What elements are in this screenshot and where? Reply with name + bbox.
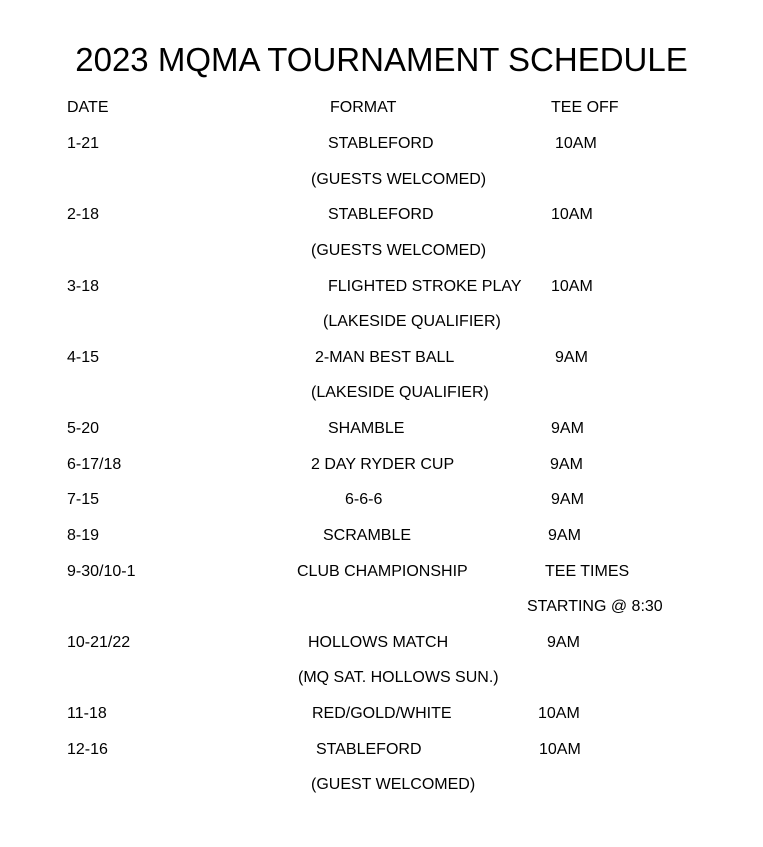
row-date: 12-16 <box>67 741 108 758</box>
row-tee-off: 9AM <box>555 349 588 366</box>
row-date: 11-18 <box>67 705 107 722</box>
row-date: 9-30/10-1 <box>67 563 136 580</box>
row-format: FLIGHTED STROKE PLAY <box>328 278 522 295</box>
row-format: 2 DAY RYDER CUP <box>311 456 455 473</box>
row-date: 8-19 <box>67 527 100 544</box>
row-tee-off: 9AM <box>547 634 580 651</box>
row-date: 5-20 <box>67 420 100 437</box>
row-tee-off: 9AM <box>548 527 581 544</box>
row-format: 6-6-6 <box>345 491 383 508</box>
row-tee-off: 10AM <box>538 705 580 722</box>
row-format: 2-MAN BEST BALL <box>315 349 455 366</box>
row-date: 7-15 <box>67 491 100 508</box>
row-date: 2-18 <box>67 206 100 223</box>
row-tee-off: 9AM <box>550 456 583 473</box>
row-note: (GUESTS WELCOMED) <box>311 242 487 259</box>
row-format: HOLLOWS MATCH <box>308 634 449 651</box>
header-tee-off: TEE OFF <box>551 99 619 116</box>
row-format: STABLEFORD <box>328 135 434 152</box>
row-date: 6-17/18 <box>67 456 122 473</box>
row-date: 10-21/22 <box>67 634 131 651</box>
row-format: STABLEFORD <box>316 741 422 758</box>
header-format: FORMAT <box>330 99 397 116</box>
row-tee-off: 10AM <box>555 135 597 152</box>
row-format: STABLEFORD <box>328 206 434 223</box>
row-format: RED/GOLD/WHITE <box>312 705 452 722</box>
row-note: (MQ SAT. HOLLOWS SUN.) <box>298 669 499 686</box>
row-note: (LAKESIDE QUALIFIER) <box>311 384 489 401</box>
row-tee-off: 9AM <box>551 420 584 437</box>
row-tee-off: 10AM <box>551 206 593 223</box>
row-tee-off: 9AM <box>551 491 584 508</box>
row-tee-off: 10AM <box>539 741 581 758</box>
row-format: SHAMBLE <box>328 420 405 437</box>
row-note: (LAKESIDE QUALIFIER) <box>323 313 501 330</box>
row-date: 3-18 <box>67 278 100 295</box>
row-note: (GUESTS WELCOMED) <box>311 171 487 188</box>
row-note: (GUEST WELCOMED) <box>311 776 476 793</box>
row-format: CLUB CHAMPIONSHIP <box>297 563 468 580</box>
row-tee-off: STARTING @ 8:30 <box>527 598 663 615</box>
row-date: 1-21 <box>67 135 100 152</box>
row-date: 4-15 <box>67 349 100 366</box>
page-title: 2023 MQMA TOURNAMENT SCHEDULE <box>75 41 688 78</box>
row-tee-off: TEE TIMES <box>545 563 630 580</box>
header-date: DATE <box>67 99 109 116</box>
row-format: SCRAMBLE <box>323 527 412 544</box>
row-tee-off: 10AM <box>551 278 593 295</box>
